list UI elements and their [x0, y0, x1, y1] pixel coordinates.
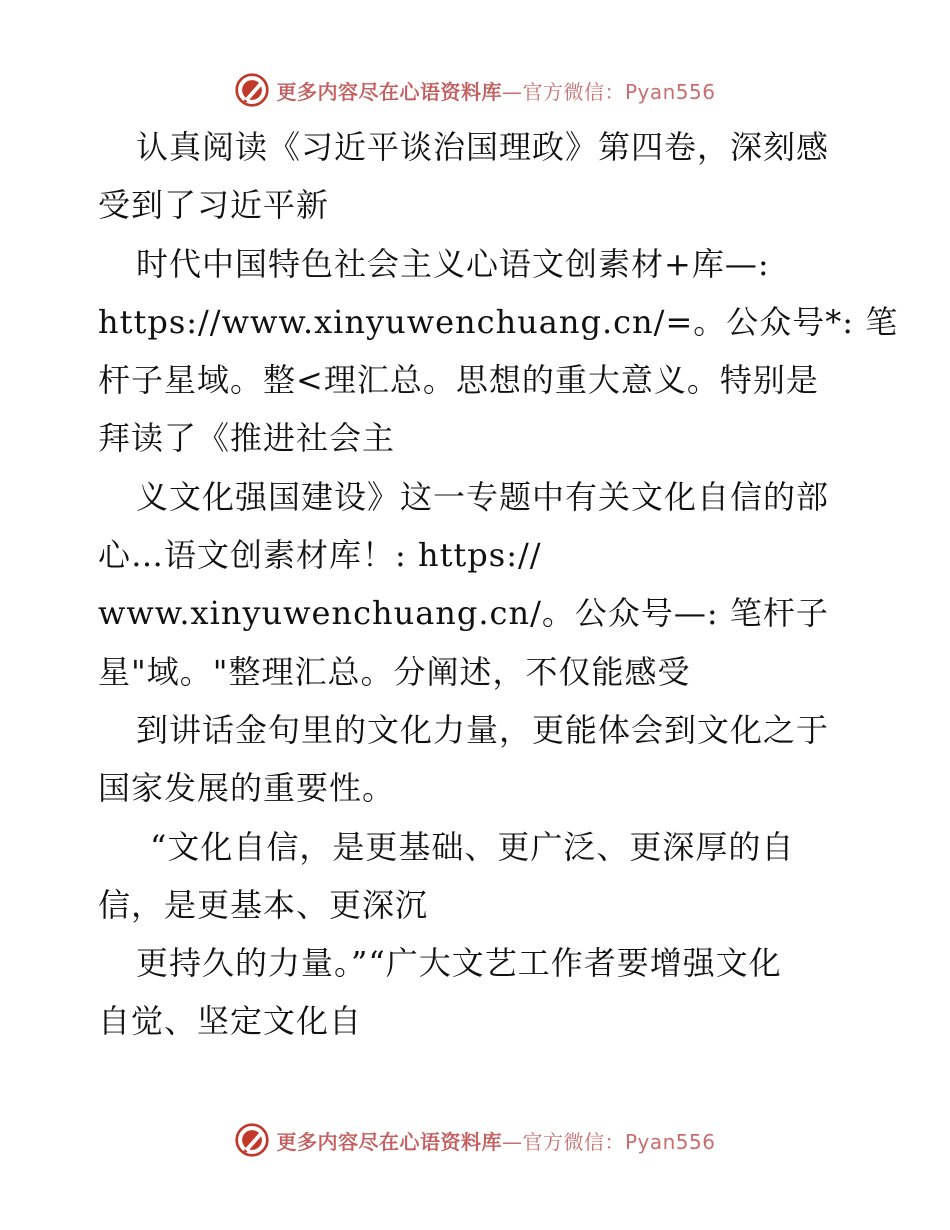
banner-suffix-text: —官方微信：Pyan556 — [501, 79, 716, 104]
body-line: 星"域。"整理汇总。分阐述，不仅能感受 — [98, 652, 691, 691]
body-line: www.xinyuwenchuang.cn/。公众号—: 笔杆子 — [98, 594, 829, 633]
body-line: 信，是更基本、更深沉 — [98, 885, 429, 924]
footer-banner — [0, 1118, 950, 1162]
banner-text — [276, 76, 715, 105]
body-line: 更持久的力量。”“广大文艺工作者要增强文化 — [136, 944, 782, 983]
body-line: 心…语文创素材库！: https:// — [98, 536, 542, 575]
body-line: 国家发展的重要性。 — [98, 769, 396, 808]
body-line: 受到了习近平新 — [98, 186, 330, 225]
body-line: 到讲话金句里的文化力量，更能体会到文化之于 — [136, 710, 830, 749]
body-line: https://www.xinyuwenchuang.cn/=。公众号*: 笔 — [98, 302, 899, 341]
body-line: 时代中国特色社会主义心语文创素材+库—: — [136, 244, 770, 283]
banner-text — [276, 1126, 715, 1155]
body-line: 义文化强国建设》这一专题中有关文化自信的部 — [136, 477, 830, 516]
header-banner — [0, 68, 950, 112]
banner-site-text: 更多内容尽在心语资料库 — [276, 79, 502, 104]
document-body — [98, 118, 899, 1051]
pen-logo-icon — [234, 72, 270, 108]
body-line: 拜读了《推进社会主 — [98, 419, 396, 458]
pen-logo-icon — [234, 1122, 270, 1158]
body-line: 自觉、坚定文化自 — [98, 1002, 363, 1041]
body-line: 认真阅读《习近平谈治国理政》第四卷，深刻感 — [136, 128, 830, 166]
banner-site-text: 更多内容尽在心语资料库 — [276, 1129, 502, 1154]
banner-suffix-text: —官方微信：Pyan556 — [501, 1129, 716, 1154]
body-line: 杆子星域。整<理汇总。思想的重大意义。特别是 — [98, 361, 819, 400]
body-line: “文化自信，是更基础、更广泛、更深厚的自 — [150, 827, 795, 866]
